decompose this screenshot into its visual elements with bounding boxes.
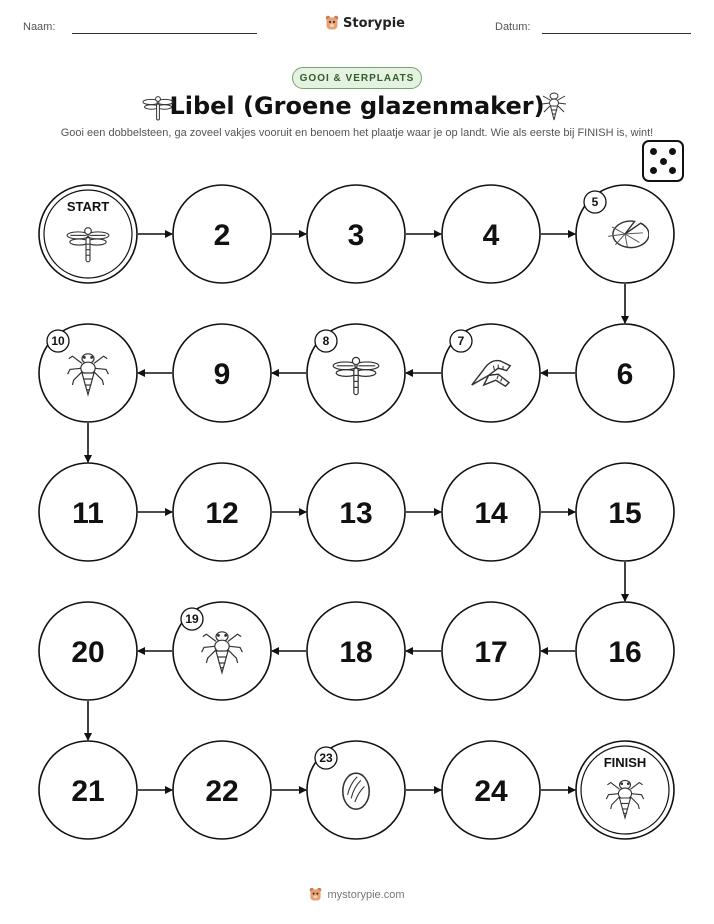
brand-name: Storypie — [343, 15, 405, 31]
space-number: 6 — [616, 358, 634, 391]
space-number: 23 — [319, 751, 333, 765]
board-space-6[interactable] — [576, 324, 674, 422]
board-space-12[interactable] — [173, 463, 271, 561]
space-number: 5 — [591, 195, 599, 209]
board-space-20[interactable] — [39, 602, 137, 700]
board-space-13[interactable] — [307, 463, 405, 561]
board-space-3[interactable] — [307, 185, 405, 283]
board-space-8[interactable] — [307, 324, 405, 422]
space-number: 16 — [608, 636, 642, 669]
finish-label: FINISH — [603, 755, 647, 770]
space-number: 18 — [339, 636, 373, 669]
space-number: 21 — [71, 775, 105, 808]
space-number: 3 — [347, 219, 365, 252]
footer-url[interactable]: mystorypie.com — [327, 888, 405, 901]
footer — [0, 887, 714, 902]
space-number: 19 — [185, 612, 199, 626]
game-type-badge: GOOI & VERPLAATS — [292, 67, 422, 89]
board-space-11[interactable] — [39, 463, 137, 561]
board-space-7[interactable] — [442, 324, 540, 422]
finish-space[interactable] — [576, 741, 674, 839]
space-number: 8 — [322, 334, 330, 348]
space-number: 17 — [474, 636, 508, 669]
board-space-24[interactable] — [442, 741, 540, 839]
board-space-19[interactable] — [173, 602, 271, 700]
storypie-mascot-icon — [309, 887, 322, 902]
space-number: 4 — [482, 219, 500, 252]
board-space-5[interactable] — [576, 185, 674, 283]
space-number: 14 — [474, 497, 508, 530]
space-number: 20 — [71, 636, 105, 669]
space-number: 11 — [72, 497, 104, 530]
board-space-4[interactable] — [442, 185, 540, 283]
board-space-17[interactable] — [442, 602, 540, 700]
space-number: 2 — [213, 219, 231, 252]
space-number: 15 — [608, 497, 642, 530]
board-space-14[interactable] — [442, 463, 540, 561]
board-space-22[interactable] — [173, 741, 271, 839]
name-label: Naam: — [23, 21, 56, 33]
space-number: 22 — [205, 775, 239, 808]
space-number: 24 — [474, 775, 508, 808]
board-space-10[interactable] — [39, 324, 137, 422]
board-space-2[interactable] — [173, 185, 271, 283]
page-title: Libel (Groene glazenmaker) — [169, 92, 545, 120]
space-number: 13 — [339, 497, 373, 530]
space-number: 10 — [51, 334, 65, 348]
board-space-16[interactable] — [576, 602, 674, 700]
board-space-9[interactable] — [173, 324, 271, 422]
space-number: 12 — [205, 497, 239, 530]
board-space-23[interactable] — [307, 741, 405, 839]
start-space[interactable] — [39, 185, 137, 283]
space-number: 7 — [457, 334, 465, 348]
date-label: Datum: — [495, 21, 531, 33]
board-space-18[interactable] — [307, 602, 405, 700]
board-space-21[interactable] — [39, 741, 137, 839]
space-number: 9 — [213, 358, 231, 391]
instructions: Gooi een dobbelsteen, ga zoveel vakjes vooruit en benoem het plaatje waar je op landt. Wie als eerste bij FINISH is, wint! — [60, 127, 654, 139]
egg-icon — [343, 773, 369, 809]
board-space-15[interactable] — [576, 463, 674, 561]
start-label: START — [66, 199, 110, 214]
